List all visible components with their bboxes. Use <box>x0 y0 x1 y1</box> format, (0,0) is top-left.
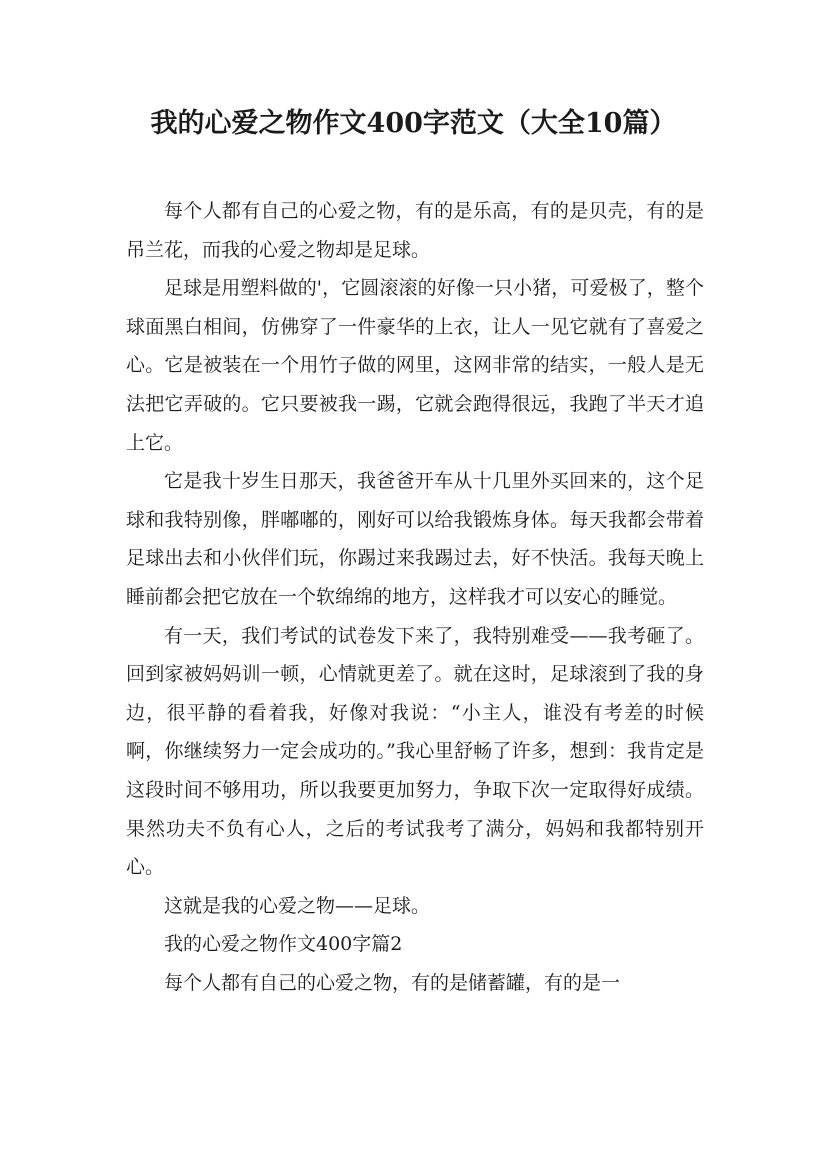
paragraph: 足球是用塑料做的'，它圆滚滚的好像一只小猪，可爱极了，整个球面黑白相间，仿佛穿了一件豪华的上衣，让人一见它就有了喜爱之心。它是被装在一个用竹子做的网里，这网非常的结实，一般人是无法把它弄破的。它只要被我一踢，它就会跑得很远，我跑了半天才追上它。 <box>126 277 704 454</box>
paragraph: 有一天，我们考试的试卷发下来了，我特别难受——我考砸了。回到家被妈妈训一顿，心情就更差了。就在这时，足球滚到了我的身边，很平静的看着我，好像对我说：“小主人，谁没有考差的时候啊，你继续努力一定会成功的。”我心里舒畅了许多，想到：我肯定是这段时间不够用功，所以我要更加努力，争取下次一定取得好成绩。果然功夫不负有心人，之后的考试我考了满分，妈妈和我都特别开心。 <box>126 624 704 879</box>
paragraph: 这就是我的心爱之物——足球。 <box>164 894 431 917</box>
paragraph: 每个人都有自己的心爱之物，有的是乐高，有的是贝壳，有的是吊兰花，而我的心爱之物却是足球。 <box>126 200 704 261</box>
section-heading: 我的心爱之物作文400字篇2 <box>164 933 403 956</box>
paragraph: 它是我十岁生日那天，我爸爸开车从十几里外买回来的，这个足球和我特别像，胖嘟嘟的，刚好可以给我锻炼身体。每天我都会带着足球出去和小伙伴们玩，你踢过来我踢过去，好不快活。我每天晚上睡前都会把它放在一个软绵绵的地方，这样我才可以安心的睡觉。 <box>126 470 704 608</box>
paragraph: 每个人都有自己的心爱之物，有的是储蓄罐，有的是一 <box>164 971 621 994</box>
document-title: 我的心爱之物作文400字范文（大全10篇） <box>150 108 677 139</box>
document-body <box>126 192 704 1002</box>
